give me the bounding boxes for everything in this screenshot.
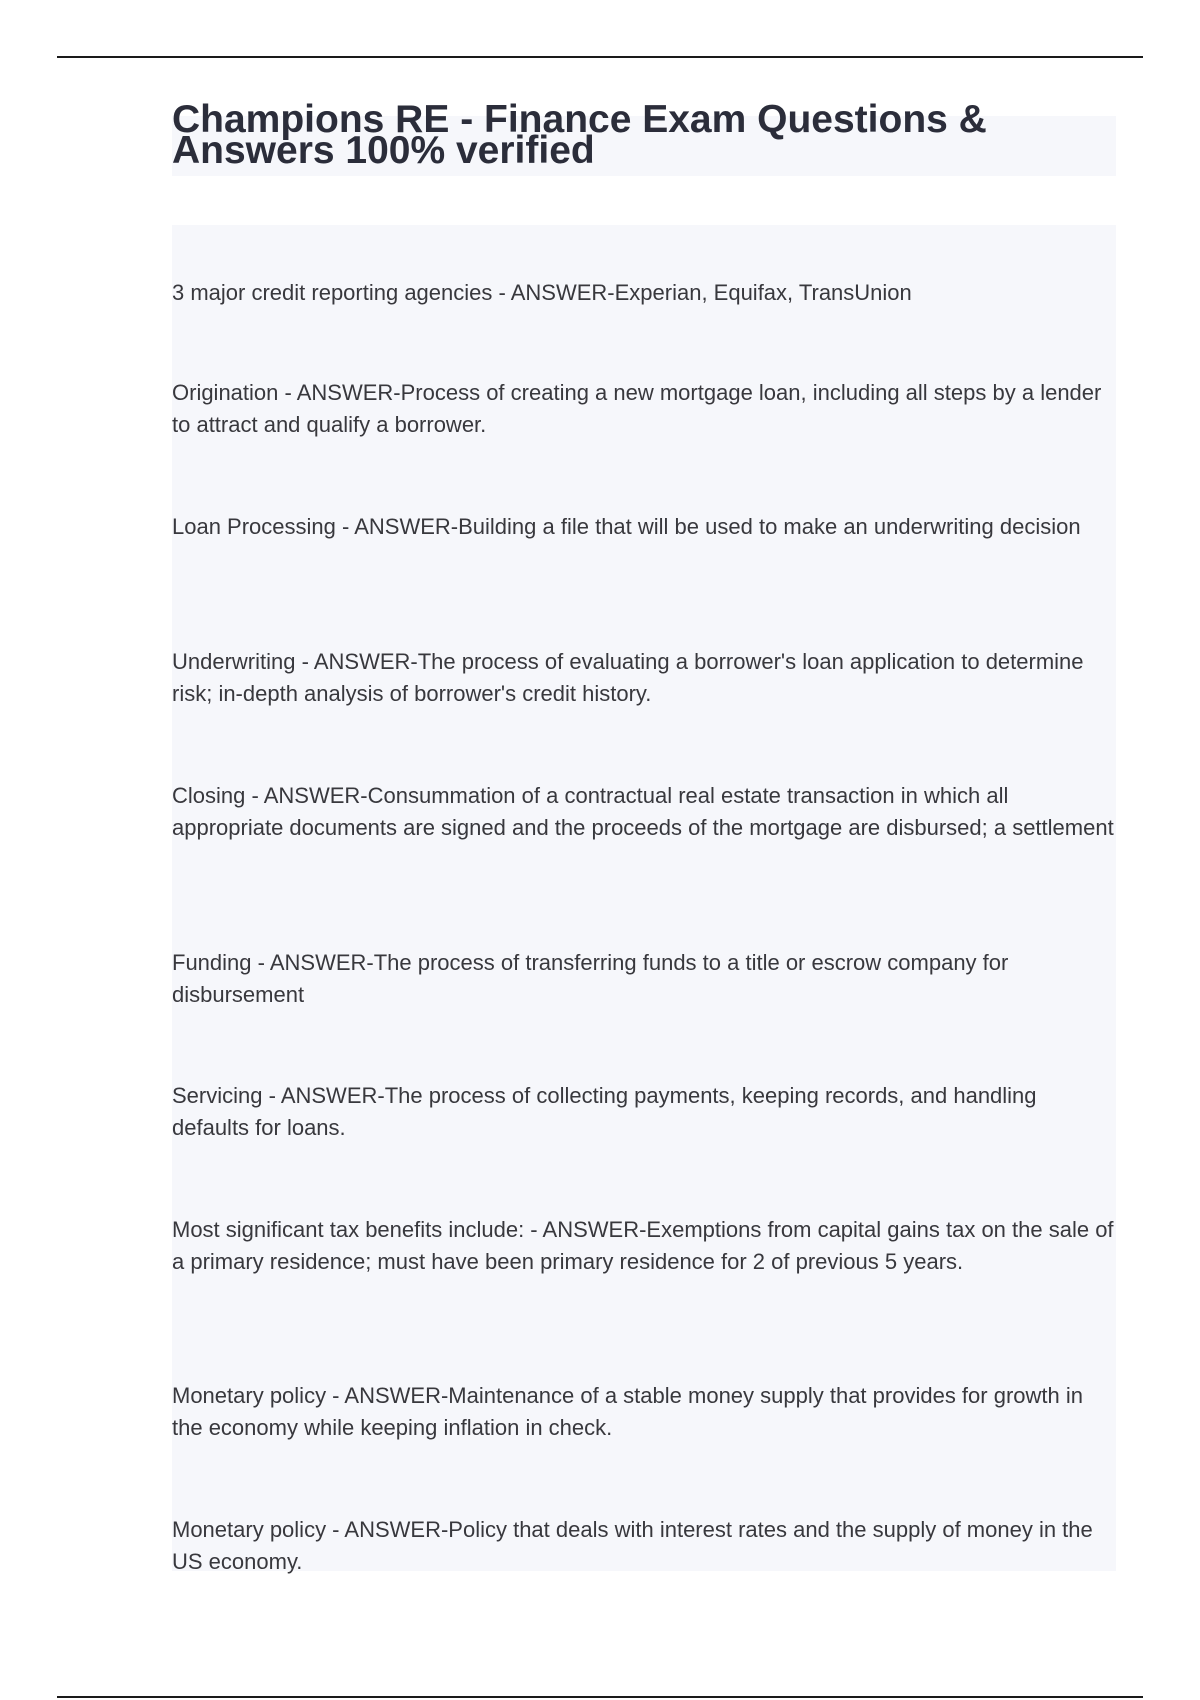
qa-entry-1: 3 major credit reporting agencies - ANSWER-Experian, Equifax, TransUnion	[172, 280, 912, 305]
top-divider	[57, 56, 1143, 58]
qa-entry-8: Most significant tax benefits include: - ANSWER-Exemptions from capital gains tax on the sale of a primary residence; must have been primary residence for 2 of previous 5 years.	[172, 1217, 1114, 1274]
qa-entry-7: Servicing - ANSWER-The process of collecting payments, keeping records, and handling defaults for loans.	[172, 1083, 1037, 1140]
qa-entry-5: Closing - ANSWER-Consummation of a contractual real estate transaction in which all appropriate documents are signed and the proceeds of the mortgage are disbursed; a settlement	[172, 783, 1114, 840]
document-title: Champions RE - Finance Exam Questions & Answers 100% verified	[172, 98, 987, 172]
qa-entry-2: Origination - ANSWER-Process of creating a new mortgage loan, including all steps by a lender to attract and qualify a borrower.	[172, 380, 1102, 437]
qa-entry-9: Monetary policy - ANSWER-Maintenance of a stable money supply that provides for growth in the economy while keeping inflation in check.	[172, 1383, 1083, 1440]
qa-entry-6: Funding - ANSWER-The process of transferring funds to a title or escrow company for disbursement	[172, 950, 1009, 1007]
qa-entry-3: Loan Processing - ANSWER-Building a file that will be used to make an underwriting decision	[172, 514, 1081, 539]
qa-entry-10: Monetary policy - ANSWER-Policy that deals with interest rates and the supply of money in the US economy.	[172, 1517, 1093, 1574]
bottom-divider	[57, 1696, 1143, 1698]
qa-entry-4: Underwriting - ANSWER-The process of evaluating a borrower's loan application to determine risk; in-depth analysis of borrower's credit history.	[172, 649, 1084, 706]
